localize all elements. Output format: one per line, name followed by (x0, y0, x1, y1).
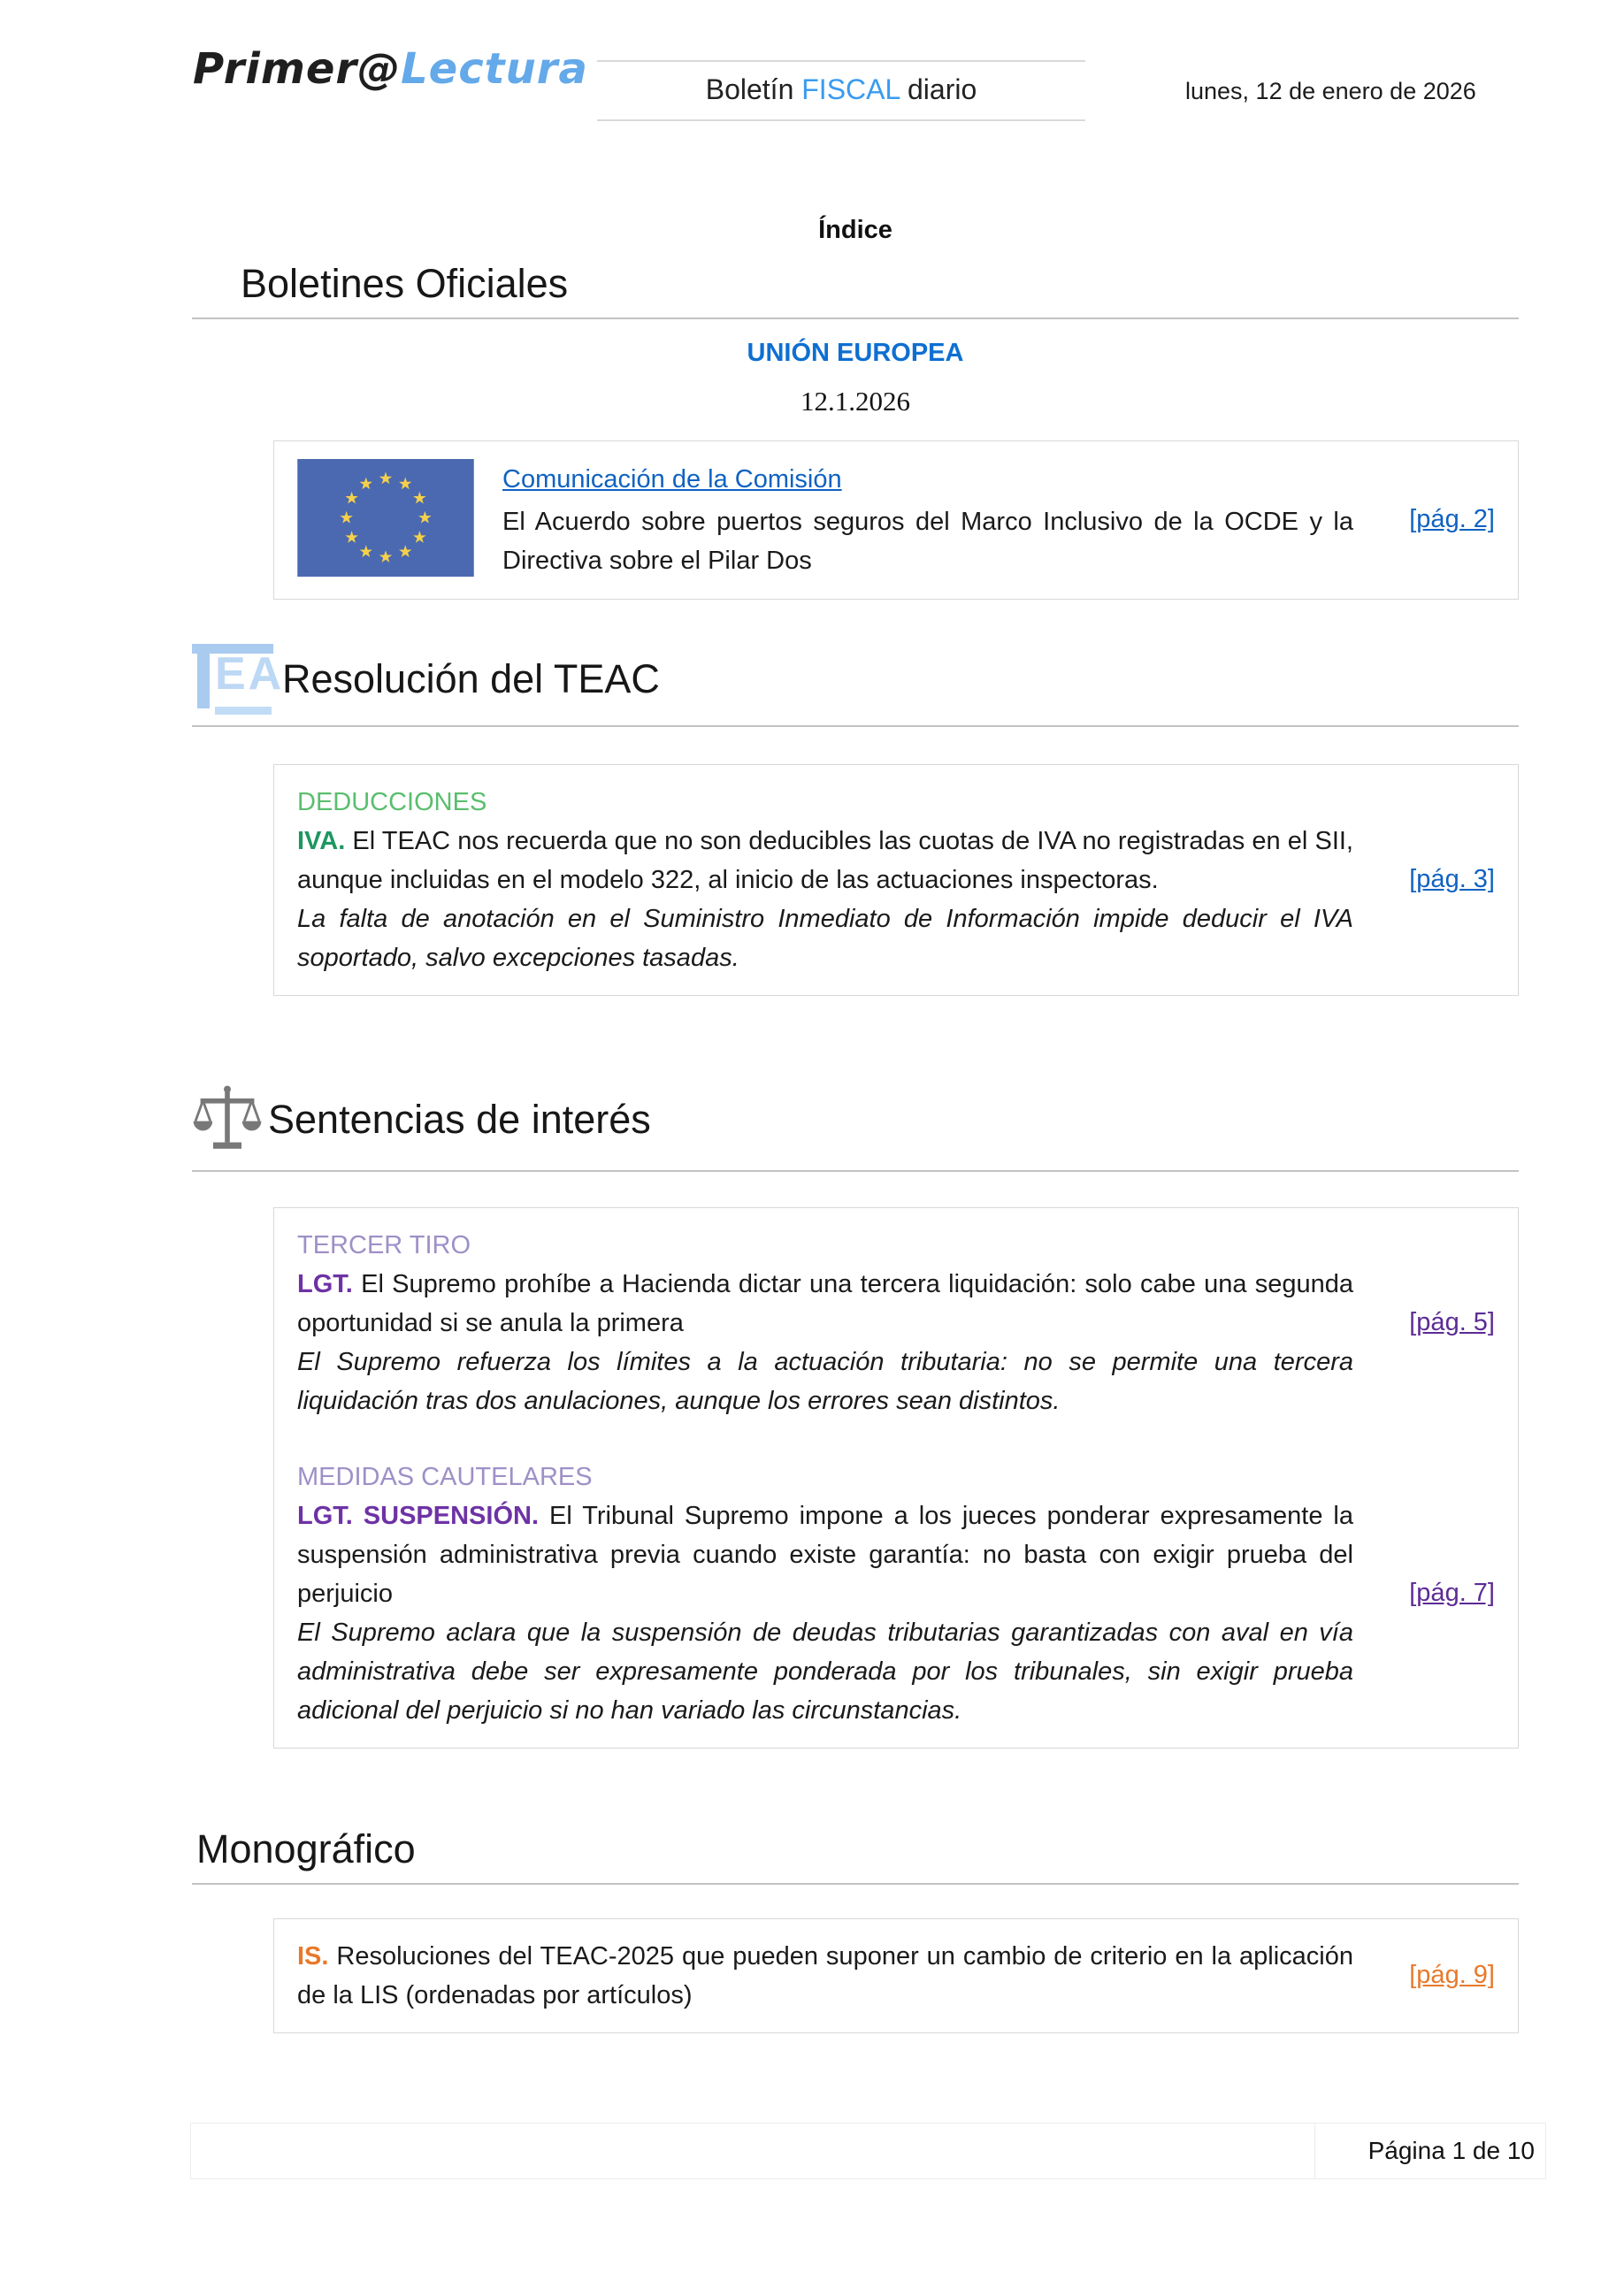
tea-logo-underline (215, 707, 272, 715)
bulletin-date: 12.1.2026 (801, 385, 910, 417)
boletines-item-card (273, 440, 1519, 600)
item-summary: El Supremo aclara que la suspensión de deudas tributarias garantizadas con aval en vía administrativa debe ser expresamente ponderada por los tribunales, sin exigir prueba adicional del perjuicio si no han variado las circunstancias. (297, 1618, 1353, 1725)
teac-heading-row (192, 644, 1519, 727)
item-tag: IVA. (297, 826, 346, 855)
boletines-item-body (502, 460, 1353, 580)
tea-logo-stem (197, 654, 210, 708)
footer-spacer (190, 2123, 1314, 2179)
masthead-accent: FISCAL (801, 73, 900, 105)
sentencia-item-body (297, 1226, 1353, 1420)
item-text: El Supremo prohíbe a Hacienda dictar una tercera liquidación: solo cabe una segunda oportunidad si se anula la primera (297, 1269, 1353, 1337)
index-content (192, 216, 1519, 2033)
sentencias-heading-row (192, 1080, 1519, 1172)
boletines-heading-row (192, 261, 1519, 319)
section-teac (192, 644, 1519, 996)
section-heading-boletines: Boletines Oficiales (241, 261, 569, 306)
sentencia-item-medidas-cautelares (297, 1458, 1495, 1730)
page-9-link[interactable]: [pág. 9] (1409, 1961, 1495, 1989)
logo-text-lectura: Lectura (401, 44, 588, 94)
item-category-label: TERCER TIRO (297, 1230, 471, 1259)
section-heading-sentencias: Sentencias de interés (268, 1096, 651, 1142)
teac-item-body (297, 783, 1353, 977)
sentencia-item-body (297, 1458, 1353, 1730)
monografico-item-body (297, 1937, 1353, 2015)
region-label: UNIÓN EUROPEA (747, 338, 964, 367)
sentencias-card (273, 1207, 1519, 1749)
monografico-card (273, 1918, 1519, 2033)
page-5-link[interactable]: [pág. 5] (1409, 1308, 1495, 1337)
item-category-label: MEDIDAS CAUTELARES (297, 1462, 593, 1491)
eu-flag-icon (297, 459, 474, 581)
page-3-link[interactable]: [pág. 3] (1409, 865, 1495, 894)
item-tag: IS. (297, 1941, 329, 1971)
section-monografico (192, 1826, 1519, 2033)
page-footer (190, 2123, 1546, 2179)
item-summary: El Supremo refuerza los límites a la actuación tributaria: no se permite una tercera liquidación tras dos anulaciones, aunque los errores sean distintos. (297, 1347, 1353, 1415)
section-boletines-oficiales (192, 261, 1519, 600)
tea-logo-icon (192, 644, 285, 715)
item-tag: LGT. SUSPENSIÓN. (297, 1501, 540, 1530)
masthead-title (597, 60, 1085, 121)
item-text: Resoluciones del TEAC-2025 que pueden suponer un cambio de criterio en la aplicación de la LIS (ordenadas por artículos) (297, 1941, 1353, 2009)
section-heading-teac: Resolución del TEAC (282, 655, 660, 701)
index-title: Índice (818, 216, 892, 244)
item-text: El Tribunal Supremo impone a los jueces ponderar expresamente la suspensión administrativa previa cuando existe garantía: no basta con exigir prueba del perjuicio (297, 1501, 1353, 1608)
page-link-column (1353, 783, 1495, 977)
issue-date: lunes, 12 de enero de 2026 (1185, 78, 1476, 104)
item-summary: La falta de anotación en el Suministro Inmediato de Información impide deducir el IVA soportado, salvo excepciones tasadas. (297, 904, 1353, 972)
sentencia-item-tercer-tiro (297, 1226, 1495, 1420)
item-category-label: DEDUCCIONES (297, 787, 487, 816)
page-link-column (1353, 1458, 1495, 1730)
monografico-heading-row (192, 1826, 1519, 1885)
item-text: El TEAC nos recuerda que no son deducibles las cuotas de IVA no registradas en el SII, aunque incluidas en el modelo 322, al inicio de las actuaciones inspectoras. (297, 826, 1353, 894)
page-number: Página 1 de 10 (1314, 2123, 1546, 2179)
masthead-pre: Boletín (705, 73, 794, 105)
section-heading-monografico: Monográfico (196, 1825, 416, 1871)
teac-item-card (273, 764, 1519, 996)
page-link-column (1353, 1937, 1495, 2015)
brand-logo (193, 44, 588, 94)
page-link-column (1353, 1226, 1495, 1420)
scales-icon (192, 1080, 263, 1159)
item-tag: LGT. (297, 1269, 353, 1298)
tea-logo-letters: EA (215, 647, 285, 700)
comision-link[interactable]: Comunicación de la Comisión (502, 464, 842, 494)
page-7-link[interactable]: [pág. 7] (1409, 1579, 1495, 1608)
boletines-item-text: El Acuerdo sobre puertos seguros del Marco Inclusivo de la OCDE y la Directiva sobre el Pilar Dos (502, 507, 1353, 575)
section-sentencias (192, 1080, 1519, 1749)
page-2-link[interactable]: [pág. 2] (1409, 505, 1495, 534)
logo-text-primer: Primer@ (193, 44, 402, 94)
page-link-column (1353, 505, 1495, 534)
masthead-post: diario (907, 73, 977, 105)
